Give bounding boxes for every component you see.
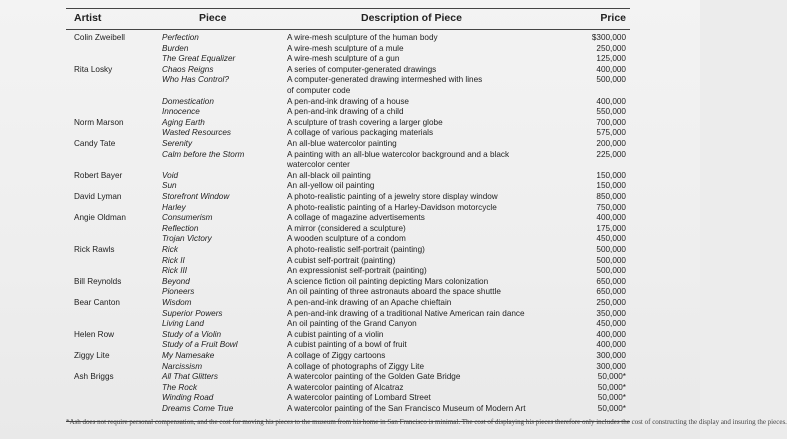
- price-cell: 650,000: [596, 276, 626, 286]
- description-cell: A wire-mesh sculpture of the human body: [287, 33, 438, 42]
- artist-cell: Ziggy Lite: [74, 351, 110, 360]
- price-cell: 850,000: [596, 192, 626, 201]
- table-row: [66, 171, 630, 181]
- table-row: [66, 54, 630, 64]
- table-header-row: [66, 8, 630, 30]
- description-cell: A collage of magazine advertisements: [287, 213, 425, 223]
- description-cell: A computer-generated drawing intermeshed with lines: [287, 75, 483, 85]
- description-cell: A wire-mesh sculpture of a mule: [287, 43, 404, 53]
- table-row: [66, 309, 630, 319]
- table-row: [66, 97, 630, 107]
- table-row: [66, 118, 630, 128]
- piece-cell: Dreams Come True: [162, 404, 234, 413]
- header-top-rule: [66, 8, 630, 9]
- piece-cell: Harley: [162, 202, 186, 212]
- price-cell: 150,000: [596, 181, 626, 191]
- piece-cell: Burden: [162, 43, 189, 53]
- table-row: [66, 33, 630, 43]
- artist-cell: Helen Row: [74, 329, 115, 339]
- piece-cell: Rick III: [162, 266, 188, 276]
- table-row: [66, 298, 630, 308]
- description-cell: A pen-and-ink drawing of a traditional Native American rain dance: [287, 308, 525, 318]
- description-cell: A photo-realistic painting of a Harley-Davidson motorcycle: [287, 202, 497, 212]
- price-cell: 150,000: [596, 170, 626, 180]
- table-row: [66, 319, 630, 329]
- description-cell: A collage of Ziggy cartoons: [287, 351, 386, 360]
- piece-cell: Wasted Resources: [162, 128, 232, 138]
- piece-cell: Reflection: [162, 223, 199, 233]
- price-cell: 500,000: [596, 266, 626, 276]
- artist-cell: Candy Tate: [74, 139, 116, 148]
- table-row: [66, 404, 630, 414]
- artist-cell: Robert Bayer: [74, 170, 123, 180]
- piece-cell: The Great Equalizer: [162, 54, 236, 64]
- table-row: [66, 362, 630, 372]
- description-cell: A watercolor painting of the Golden Gate Bridge: [287, 372, 461, 382]
- piece-cell: Consumerism: [162, 213, 213, 223]
- header-price: Price: [600, 12, 626, 24]
- price-cell: 500,000: [596, 245, 626, 254]
- table-row: [66, 128, 630, 138]
- price-cell: 400,000: [596, 96, 626, 106]
- price-cell: 175,000: [596, 223, 626, 233]
- piece-cell: The Rock: [162, 382, 198, 392]
- table-row: [66, 86, 630, 96]
- table-row: [66, 383, 630, 393]
- table-row: [66, 44, 630, 54]
- price-cell: 250,000: [596, 43, 626, 53]
- table-row: [66, 139, 630, 149]
- description-cell: An expressionist self-portrait (painting): [287, 266, 427, 276]
- description-cell: An oil painting of three astronauts aboard the space shuttle: [287, 287, 501, 297]
- description-cell: A cubist painting of a violin: [287, 329, 384, 339]
- piece-cell: Who Has Control?: [162, 75, 229, 85]
- piece-cell: Chaos Reigns: [162, 64, 214, 74]
- description-cell: of computer code: [287, 86, 351, 95]
- table-row: [66, 351, 630, 361]
- price-cell: 450,000: [596, 234, 626, 244]
- price-cell: 250,000: [596, 298, 626, 307]
- price-cell: $300,000: [591, 33, 626, 42]
- table-row: [66, 287, 630, 297]
- table-row: [66, 256, 630, 266]
- artist-cell: Ash Briggs: [74, 372, 114, 382]
- artist-cell: Bear Canton: [74, 298, 120, 307]
- piece-cell: Study of a Fruit Bowl: [162, 340, 238, 350]
- price-cell: 650,000: [596, 287, 626, 297]
- price-cell: 50,000*: [597, 393, 626, 403]
- piece-cell: Perfection: [162, 33, 199, 42]
- description-cell: A painting with an all-blue watercolor background and a black: [287, 149, 510, 159]
- table-row: [66, 213, 630, 223]
- artist-cell: Norm Marson: [74, 117, 124, 127]
- piece-cell: Superior Powers: [162, 308, 223, 318]
- description-cell: An all-black oil painting: [287, 170, 371, 180]
- piece-cell: Aging Earth: [162, 117, 205, 127]
- artist-cell: Rick Rawls: [74, 245, 115, 254]
- artist-cell: Colin Zweibell: [74, 33, 125, 42]
- description-cell: An oil painting of the Grand Canyon: [287, 319, 417, 329]
- description-cell: A cubist painting of a bowl of fruit: [287, 340, 407, 350]
- description-cell: A photo-realistic painting of a jewelry store display window: [287, 192, 498, 201]
- price-cell: 125,000: [596, 54, 626, 64]
- description-cell: A wire-mesh sculpture of a gun: [287, 54, 400, 64]
- piece-cell: Study of a Violin: [162, 329, 222, 339]
- price-cell: 200,000: [596, 139, 626, 148]
- table-row: [66, 234, 630, 244]
- piece-cell: Storefront Window: [162, 192, 230, 201]
- footnote: *Ash does not require personal compensation, and the cost for moving his pieces to the museum from his home in San Francisco is minimal. The cost of displaying his pieces therefore only includes the cost of constructing the display and insuring the pieces.: [66, 418, 787, 426]
- table-row: [66, 245, 630, 255]
- piece-cell: Void: [162, 170, 179, 180]
- piece-cell: Calm before the Storm: [162, 149, 245, 159]
- piece-cell: All That Glitters: [162, 372, 218, 382]
- artist-cell: Rita Losky: [74, 64, 113, 74]
- price-cell: 550,000: [596, 107, 626, 117]
- piece-cell: Winding Road: [162, 393, 214, 403]
- artist-cell: David Lyman: [74, 192, 122, 201]
- artist-cell: Angie Oldman: [74, 213, 126, 223]
- piece-cell: Pioneers: [162, 287, 195, 297]
- table-row: [66, 75, 630, 85]
- price-cell: 575,000: [596, 128, 626, 138]
- price-cell: 500,000: [596, 75, 626, 85]
- price-cell: 400,000: [596, 329, 626, 339]
- description-cell: A science fiction oil painting depicting Mars colonization: [287, 276, 489, 286]
- price-cell: 400,000: [596, 213, 626, 223]
- table-row: [66, 107, 630, 117]
- table-row: [66, 192, 630, 202]
- description-cell: A pen-and-ink drawing of an Apache chieftain: [287, 298, 452, 307]
- table-row: [66, 266, 630, 276]
- description-cell: watercolor center: [287, 160, 350, 170]
- piece-cell: Living Land: [162, 319, 204, 329]
- price-cell: 700,000: [596, 117, 626, 127]
- description-cell: An all-yellow oil painting: [287, 181, 375, 191]
- header-piece: Piece: [199, 12, 227, 24]
- header-artist: Artist: [74, 12, 102, 24]
- description-cell: A collage of photographs of Ziggy Lite: [287, 361, 425, 371]
- artist-cell: Bill Reynolds: [74, 276, 122, 286]
- header-bottom-rule: [66, 29, 630, 30]
- table-row: [66, 181, 630, 191]
- price-cell: 450,000: [596, 319, 626, 329]
- price-cell: 50,000*: [597, 404, 626, 413]
- price-cell: 225,000: [596, 149, 626, 159]
- piece-cell: Domestication: [162, 96, 214, 106]
- piece-cell: Rick II: [162, 255, 185, 265]
- description-cell: A mirror (considered a sculpture): [287, 223, 406, 233]
- table-row: [66, 372, 630, 382]
- price-cell: 50,000*: [597, 372, 626, 382]
- piece-cell: Serenity: [162, 139, 193, 148]
- description-cell: A wooden sculpture of a condom: [287, 234, 406, 244]
- description-cell: A pen-and-ink drawing of a house: [287, 96, 409, 106]
- table-row: [66, 203, 630, 213]
- price-cell: 750,000: [596, 202, 626, 212]
- table-row: [66, 224, 630, 234]
- piece-cell: Rick: [162, 245, 178, 254]
- table-row: [66, 340, 630, 350]
- price-cell: 500,000: [596, 255, 626, 265]
- piece-cell: Narcissism: [162, 361, 203, 371]
- table-row: [66, 150, 630, 160]
- table-row: [66, 330, 630, 340]
- price-cell: 400,000: [596, 340, 626, 350]
- description-cell: A watercolor painting of Alcatraz: [287, 382, 404, 392]
- description-cell: A pen-and-ink drawing of a child: [287, 107, 404, 117]
- description-cell: A sculpture of trash covering a larger globe: [287, 117, 443, 127]
- table-row: [66, 65, 630, 75]
- piece-cell: Innocence: [162, 107, 200, 117]
- description-cell: A cubist self-portrait (painting): [287, 255, 396, 265]
- piece-cell: Sun: [162, 181, 177, 191]
- table-row: [66, 393, 630, 403]
- piece-cell: Beyond: [162, 276, 190, 286]
- table-row: [66, 160, 630, 170]
- price-cell: 300,000: [596, 361, 626, 371]
- price-cell: 50,000*: [597, 382, 626, 392]
- description-cell: A photo-realistic self-portrait (painting): [287, 245, 425, 254]
- piece-cell: Trojan Victory: [162, 234, 212, 244]
- description-cell: A watercolor painting of Lombard Street: [287, 393, 431, 403]
- description-cell: A collage of various packaging materials: [287, 128, 434, 138]
- price-cell: 400,000: [596, 64, 626, 74]
- description-cell: A series of computer-generated drawings: [287, 64, 437, 74]
- price-cell: 350,000: [596, 308, 626, 318]
- description-cell: An all-blue watercolor painting: [287, 139, 397, 148]
- description-cell: A watercolor painting of the San Francisco Museum of Modern Art: [287, 404, 526, 413]
- header-description: Description of Piece: [361, 12, 462, 24]
- piece-cell: Wisdom: [162, 298, 192, 307]
- piece-cell: My Namesake: [162, 351, 215, 360]
- table-row: [66, 277, 630, 287]
- price-cell: 300,000: [596, 351, 626, 360]
